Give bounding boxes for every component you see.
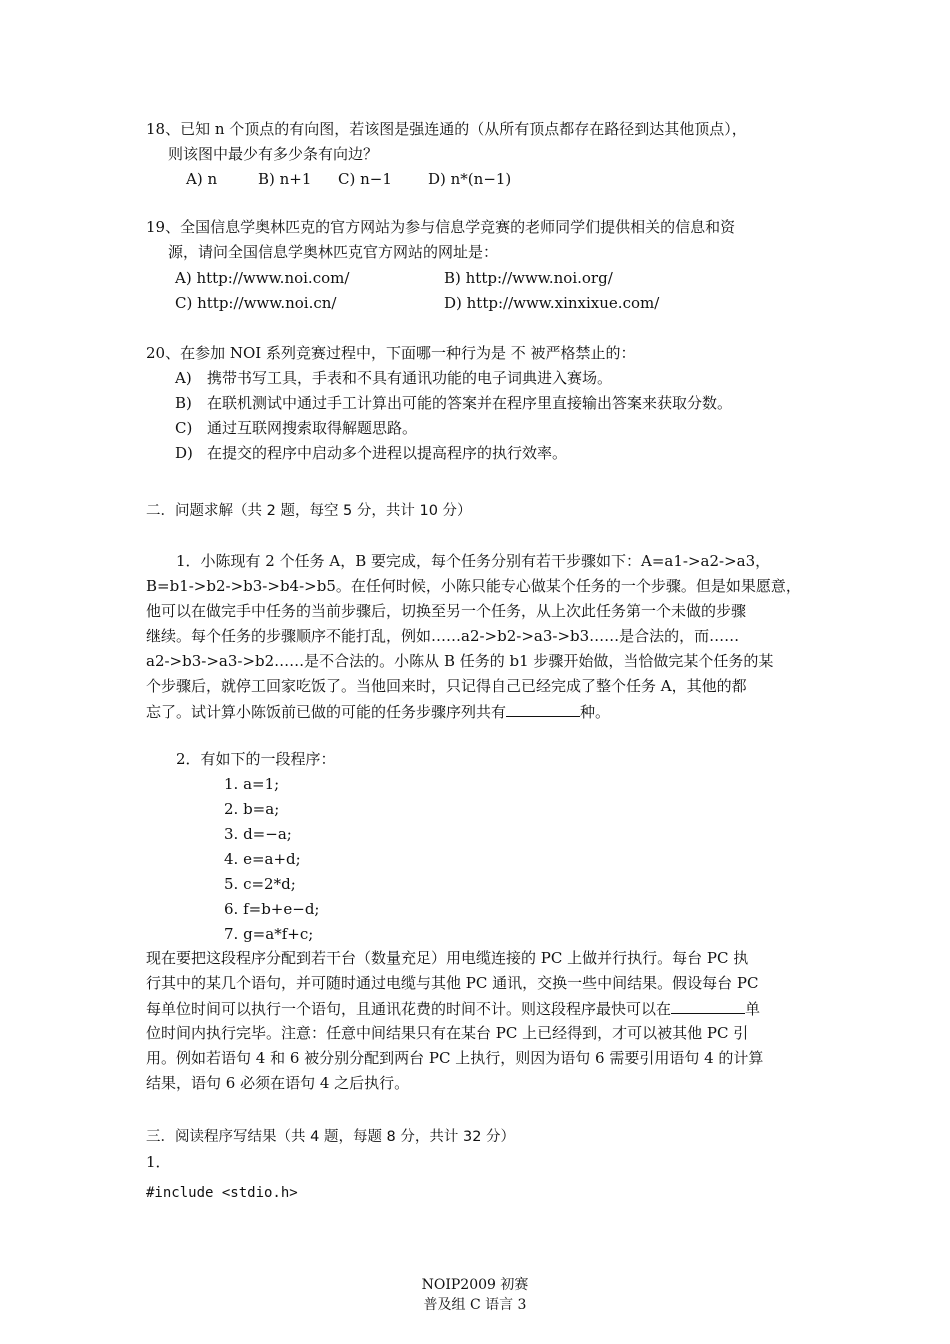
s2-p1-line-5: a2->b3->a3->b2……是不合法的。小陈从 B 任务的 b1 步骤开始做，当恰做完某个任务的某 <box>146 652 774 670</box>
s2-p1-line-4: 继续。每个任务的步骤顺序不能打乱，例如……a2->b2->a3->b3……是合法的，而…… <box>146 627 740 645</box>
code-line-5: 5. c=2*d; <box>224 875 296 893</box>
option-text: 在联机测试中通过手工计算出可能的答案并在程序里直接输出答案来获取分数。 <box>207 394 733 412</box>
option-text: 在提交的程序中启动多个进程以提高程序的执行效率。 <box>207 444 568 462</box>
option-label: B) <box>175 394 192 412</box>
s2-p1-text-after: 种。 <box>580 703 611 721</box>
s2-p1-line-7 <box>146 700 610 723</box>
s2-p1-line-2: B=b1->b2->b3->b4->b5。在任何时候，小陈只能专心做某个任务的一个步骤。但是如果愿意， <box>146 577 801 595</box>
answer-blank-2[interactable] <box>671 997 745 1014</box>
s2-p1-line-1: 1．小陈现有 2 个任务 A，B 要完成，每个任务分别有若干步骤如下：A=a1->a2->a3， <box>176 552 771 570</box>
q20-option-b <box>175 392 732 414</box>
s2-p2-line-3 <box>146 997 760 1020</box>
code-line-3: 3. d=−a; <box>224 825 292 843</box>
q20-stem: 20、在参加 NOI 系列竞赛过程中，下面哪一种行为是 不 被严格禁止的： <box>146 344 636 362</box>
q18-stem: 18、已知 n 个顶点的有向图，若该图是强连通的（从所有顶点都存在路径到达其他顶点）， <box>146 120 747 138</box>
s2-p1-line-6: 个步骤后，就停工回家吃饭了。当他回来时，只记得自己已经完成了整个任务 A，其他的都 <box>146 677 747 695</box>
option-label: C) <box>175 419 193 437</box>
s2-p2-line-1: 现在要把这段程序分配到若干台（数量充足）用电缆连接的 PC 上做并行执行。每台 PC 执 <box>146 949 749 967</box>
q19-stem-cont: 源，请问全国信息学奥林匹克官方网站的网址是： <box>168 243 499 261</box>
q19-option-b: B) http://www.noi.org/ <box>444 269 613 287</box>
q20-option-d <box>175 442 567 464</box>
code-line-6: 6. f=b+e−d; <box>224 900 320 918</box>
s2-p2-line-4: 位时间内执行完毕。注意：任意中间结果只有在某台 PC 上已经得到，才可以被其他 PC 引 <box>146 1024 749 1042</box>
q20-option-a <box>175 367 612 389</box>
option-label: A) <box>175 369 192 387</box>
option-text: 通过互联网搜索取得解题思路。 <box>207 419 418 437</box>
s2-p2-text: 每单位时间可以执行一个语句，且通讯花费的时间不计。则这段程序最快可以在 <box>146 1000 672 1018</box>
option-label: D) <box>175 444 193 462</box>
option-text: 携带书写工具，手表和不具有通讯功能的电子词典进入赛场。 <box>207 369 613 387</box>
q20-option-c <box>175 417 417 439</box>
q18-option-b: B) n+1 <box>258 170 312 188</box>
section3-code-line: #include <stdio.h> <box>146 1185 298 1201</box>
s2-p2-text-after: 单 <box>745 1000 761 1018</box>
q19-option-a: A) http://www.noi.com/ <box>175 269 350 287</box>
q18-stem-cont: 则该图中最少有多少条有向边？ <box>168 145 379 163</box>
s2-p1-line-3: 他可以在做完手中任务的当前步骤后，切换至另一个任务，从上次此任务第一个未做的步骤 <box>146 602 747 620</box>
section3-item-1: 1． <box>146 1153 171 1171</box>
q19-option-d: D) http://www.xinxixue.com/ <box>444 294 660 312</box>
q18-option-d: D) n*(n−1) <box>428 170 512 188</box>
q18-option-c: C) n−1 <box>338 170 392 188</box>
s2-p2-line-5: 用。例如若语句 4 和 6 被分别分配到两台 PC 上执行，则因为语句 6 需要引用语句 4 的计算 <box>146 1049 764 1067</box>
footer-line-1: NOIP2009 初赛 <box>421 1277 529 1293</box>
s2-p2-intro: 2．有如下的一段程序： <box>176 750 336 768</box>
section3-title: 三．阅读程序写结果（共 4 题，每题 8 分，共计 32 分） <box>146 1129 516 1145</box>
s2-p1-text: 忘了。试计算小陈饭前已做的可能的任务步骤序列共有 <box>146 703 507 721</box>
footer-line-2: 普及组 C 语言 3 <box>423 1297 527 1313</box>
section2-title: 二．问题求解（共 2 题，每空 5 分，共计 10 分） <box>146 503 472 519</box>
code-line-2: 2. b=a; <box>224 800 280 818</box>
q19-stem: 19、全国信息学奥林匹克的官方网站为参与信息学竞赛的老师同学们提供相关的信息和资 <box>146 218 736 236</box>
s2-p2-line-6: 结果，语句 6 必须在语句 4 之后执行。 <box>146 1074 410 1092</box>
code-line-4: 4. e=a+d; <box>224 850 301 868</box>
q18-option-a: A) n <box>186 170 218 188</box>
code-line-7: 7. g=a*f+c; <box>224 925 314 943</box>
s2-p2-line-2: 行其中的某几个语句，并可随时通过电缆与其他 PC 通讯，交换一些中间结果。假设每台 PC <box>146 974 759 992</box>
q19-option-c: C) http://www.noi.cn/ <box>175 294 337 312</box>
code-line-1: 1. a=1; <box>224 775 280 793</box>
answer-blank-1[interactable] <box>506 700 580 717</box>
